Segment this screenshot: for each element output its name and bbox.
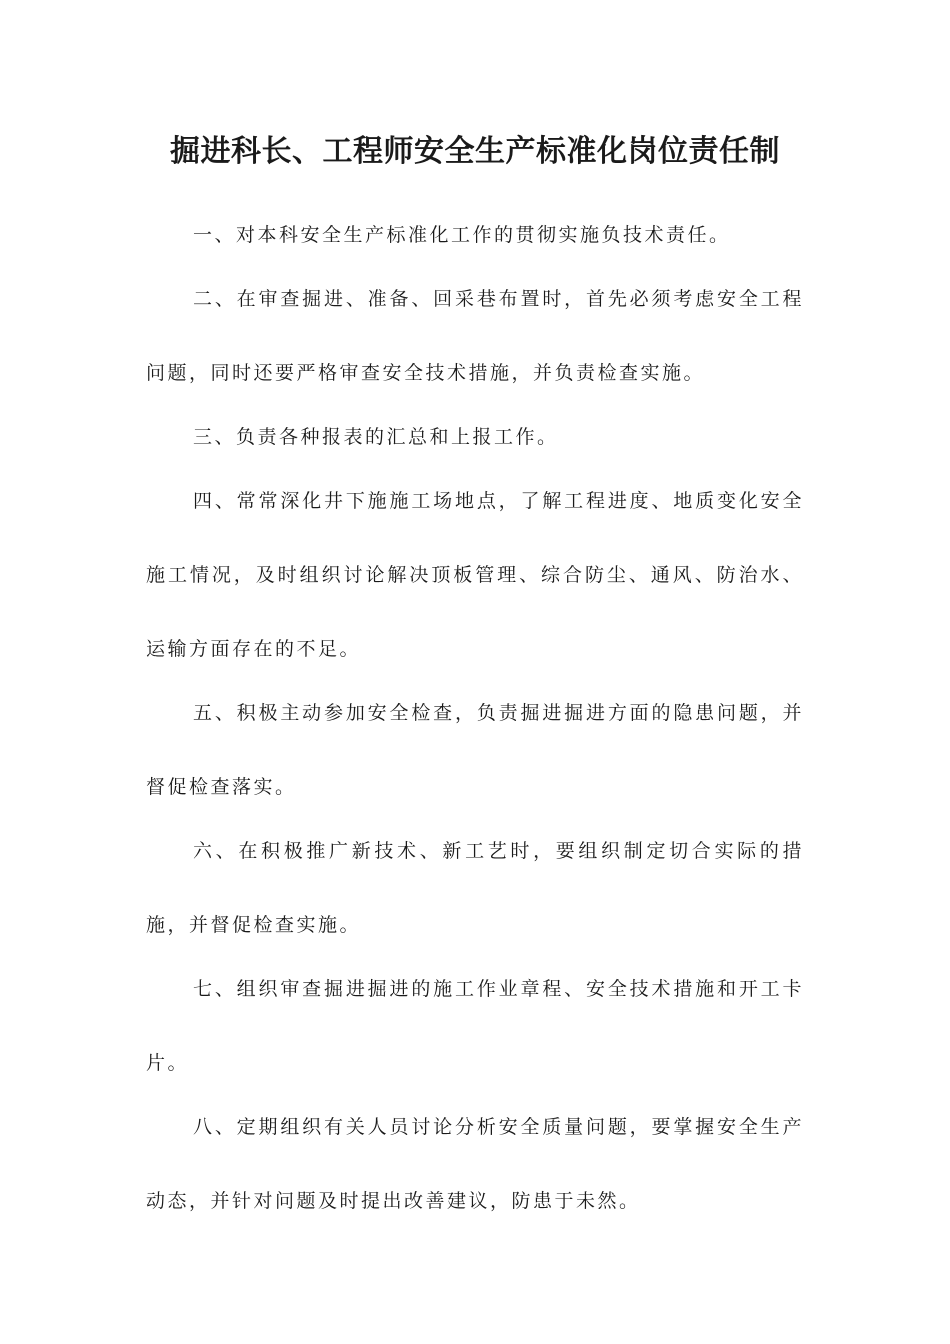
paragraph-8: 八、定期组织有关人员讨论分析安全质量问题，要掌握安全生产动态，并针对问题及时提出改善建议，防患于未然。 [146, 1116, 804, 1212]
document-body [146, 198, 804, 1238]
paragraph-6: 六、在积极推广新技术、新工艺时，要组织制定切合实际的措施，并督促检查实施。 [146, 840, 804, 936]
paragraph-3: 三、负责各种报表的汇总和上报工作。 [193, 426, 559, 448]
paragraph-2: 二、在审查掘进、准备、回采巷布置时，首先必须考虑安全工程问题，同时还要严格审查安全技术措施，并负责检查实施。 [146, 288, 804, 384]
paragraph-7: 七、组织审查掘进掘进的施工作业章程、安全技术措施和开工卡片。 [146, 978, 804, 1074]
page-title: 掘进科长、工程师安全生产标准化岗位责任制 [170, 134, 780, 169]
paragraph-1: 一、对本科安全生产标准化工作的贯彻实施负技术责任。 [193, 224, 731, 246]
paragraph-5: 五、积极主动参加安全检查，负责掘进掘进方面的隐患问题，并督促检查落实。 [146, 702, 804, 798]
paragraph-4: 四、常常深化井下施施工场地点，了解工程进度、地质变化安全施工情况，及时组织讨论解决顶板管理、综合防尘、通风、防治水、运输方面存在的不足。 [146, 490, 804, 660]
